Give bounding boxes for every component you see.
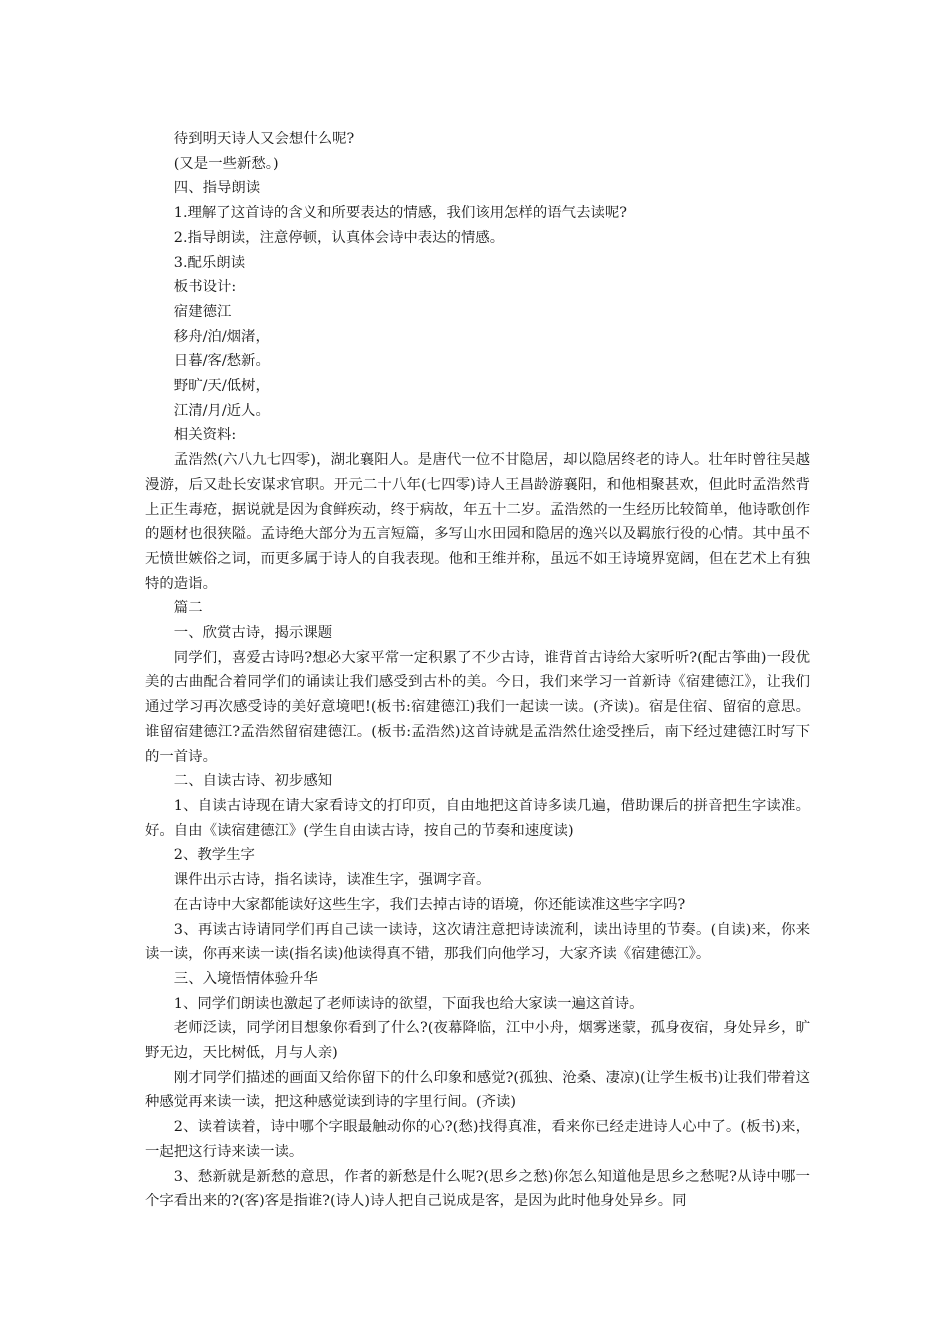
poem-line: 移舟/泊/烟渚， — [173, 328, 270, 345]
paragraph: 3、再读古诗请同学们再自己读一读诗，这次请注意把诗读流利，读出诗里的节奏。(自读)来，你来读一读，你再来读一读(指名读)他读得真不错，那我们向他学习，大家齐读《宿建德江》。 — [145, 921, 810, 963]
section-heading: 相关资料: — [173, 427, 237, 444]
section-heading: 板书设计: — [173, 279, 237, 296]
paragraph: 2、教学生字 — [173, 847, 255, 864]
poem-title: 宿建德江 — [173, 303, 232, 320]
paragraph: 2、读着读着，诗中哪个字眼最触动你的心?(愁)找得真准，看来你已经走进诗人心中了。(板书)来，一起把这行诗来读一读。 — [145, 1119, 810, 1160]
paragraph: 老师泛读，同学闭目想象你看到了什么?(夜幕降临，江中小舟，烟雾迷蒙，孤身夜宿，身处异乡，旷野无边，天比树低，月与人亲) — [145, 1020, 810, 1062]
paragraph: 2.指导朗读，注意停顿，认真体会诗中表达的情感。 — [173, 229, 505, 246]
paragraph: 1、自读古诗现在请大家看诗文的打印页，自由地把这首诗多读几遍，借助课后的拼音把生字读准。好。自由《读宿建德江》(学生自由读古诗，按自己的节奏和速度读) — [145, 797, 810, 839]
section-heading: 二、自读古诗、初步感知 — [173, 773, 333, 790]
section-heading: 四、指导朗读 — [173, 180, 261, 197]
paragraph: 待到明天诗人又会想什么呢? — [173, 131, 355, 147]
paragraph: 3、愁新就是新愁的意思，作者的新愁是什么呢?(思乡之愁)你怎么知道他是思乡之愁呢?从诗中哪一个字看出来的?(客)客是指谁?(诗人)诗人把自己说成是客，是因为此时他身处异乡。同 — [145, 1168, 810, 1210]
paragraph: 课件出示古诗，指名读诗，读准生字，强调字音。 — [173, 872, 491, 889]
paragraph: 1.理解了这首诗的含义和所要表达的情感，我们该用怎样的语气去读呢? — [173, 205, 627, 222]
poem-line: 野旷/天/低树， — [173, 378, 270, 395]
paragraph: 同学们，喜爱古诗吗?想必大家平常一定积累了不少古诗，谁背首古诗给大家听听?(配古筝曲)一段优美的古曲配合着同学们的诵读让我们感受到古朴的美。今日，我们来学习一首新诗《宿建德江》，让我们通过学习再次感受诗的美好意境吧!(板书:宿建德江)我们一起读一读。(齐读)。宿是住宿、留宿的意思。谁留宿建德江?孟浩然留宿建德江。(板书:孟浩然)这首诗就是孟浩然仕途受挫后，南下经过建德江时写下的一首诗。 — [145, 649, 810, 765]
section-heading: 一、欣赏古诗，揭示课题 — [173, 625, 333, 642]
paragraph: 3.配乐朗读 — [173, 254, 246, 271]
paragraph: 孟浩然(六八九七四零)，湖北襄阳人。是唐代一位不甘隐居，却以隐居终老的诗人。壮年时曾往吴越漫游，后又赴长安谋求官职。开元二十八年(七四零)诗人王昌龄游襄阳，和他相聚甚欢，但此时孟浩然背上正生毒疮，据说就是因为食鲜疾动，终于病故，年五十二岁。孟浩然的一生经历比较简单，他诗歌创作的题材也很狭隘。孟诗绝大部分为五言短篇，多写山水田园和隐居的逸兴以及羁旅行役的心情。其中虽不无愤世嫉俗之词，而更多属于诗人的自我表现。他和王维并称，虽远不如王诗境界宽阔，但在艺术上有独特的造诣。 — [145, 452, 810, 592]
paragraph: 刚才同学们描述的画面又给你留下的什么印象和感觉?(孤独、沧桑、凄凉)(让学生板书)让我们带着这种感觉再来读一读，把这种感觉读到诗的字里行间。(齐读) — [145, 1069, 810, 1111]
paragraph: (又是一些新愁。) — [173, 155, 279, 172]
paragraph: 1、同学们朗读也激起了老师读诗的欲望，下面我也给大家读一遍这首诗。 — [173, 995, 644, 1012]
paragraph: 在古诗中大家都能读好这些生字，我们去掉古诗的语境，你还能读准这些字字吗? — [173, 896, 686, 913]
document-page — [145, 127, 810, 1214]
section-heading: 篇二 — [173, 600, 203, 617]
section-heading: 三、入境悟情体验升华 — [173, 970, 318, 987]
poem-line: 日暮/客/愁新。 — [173, 353, 270, 370]
poem-line: 江清/月/近人。 — [173, 402, 270, 419]
